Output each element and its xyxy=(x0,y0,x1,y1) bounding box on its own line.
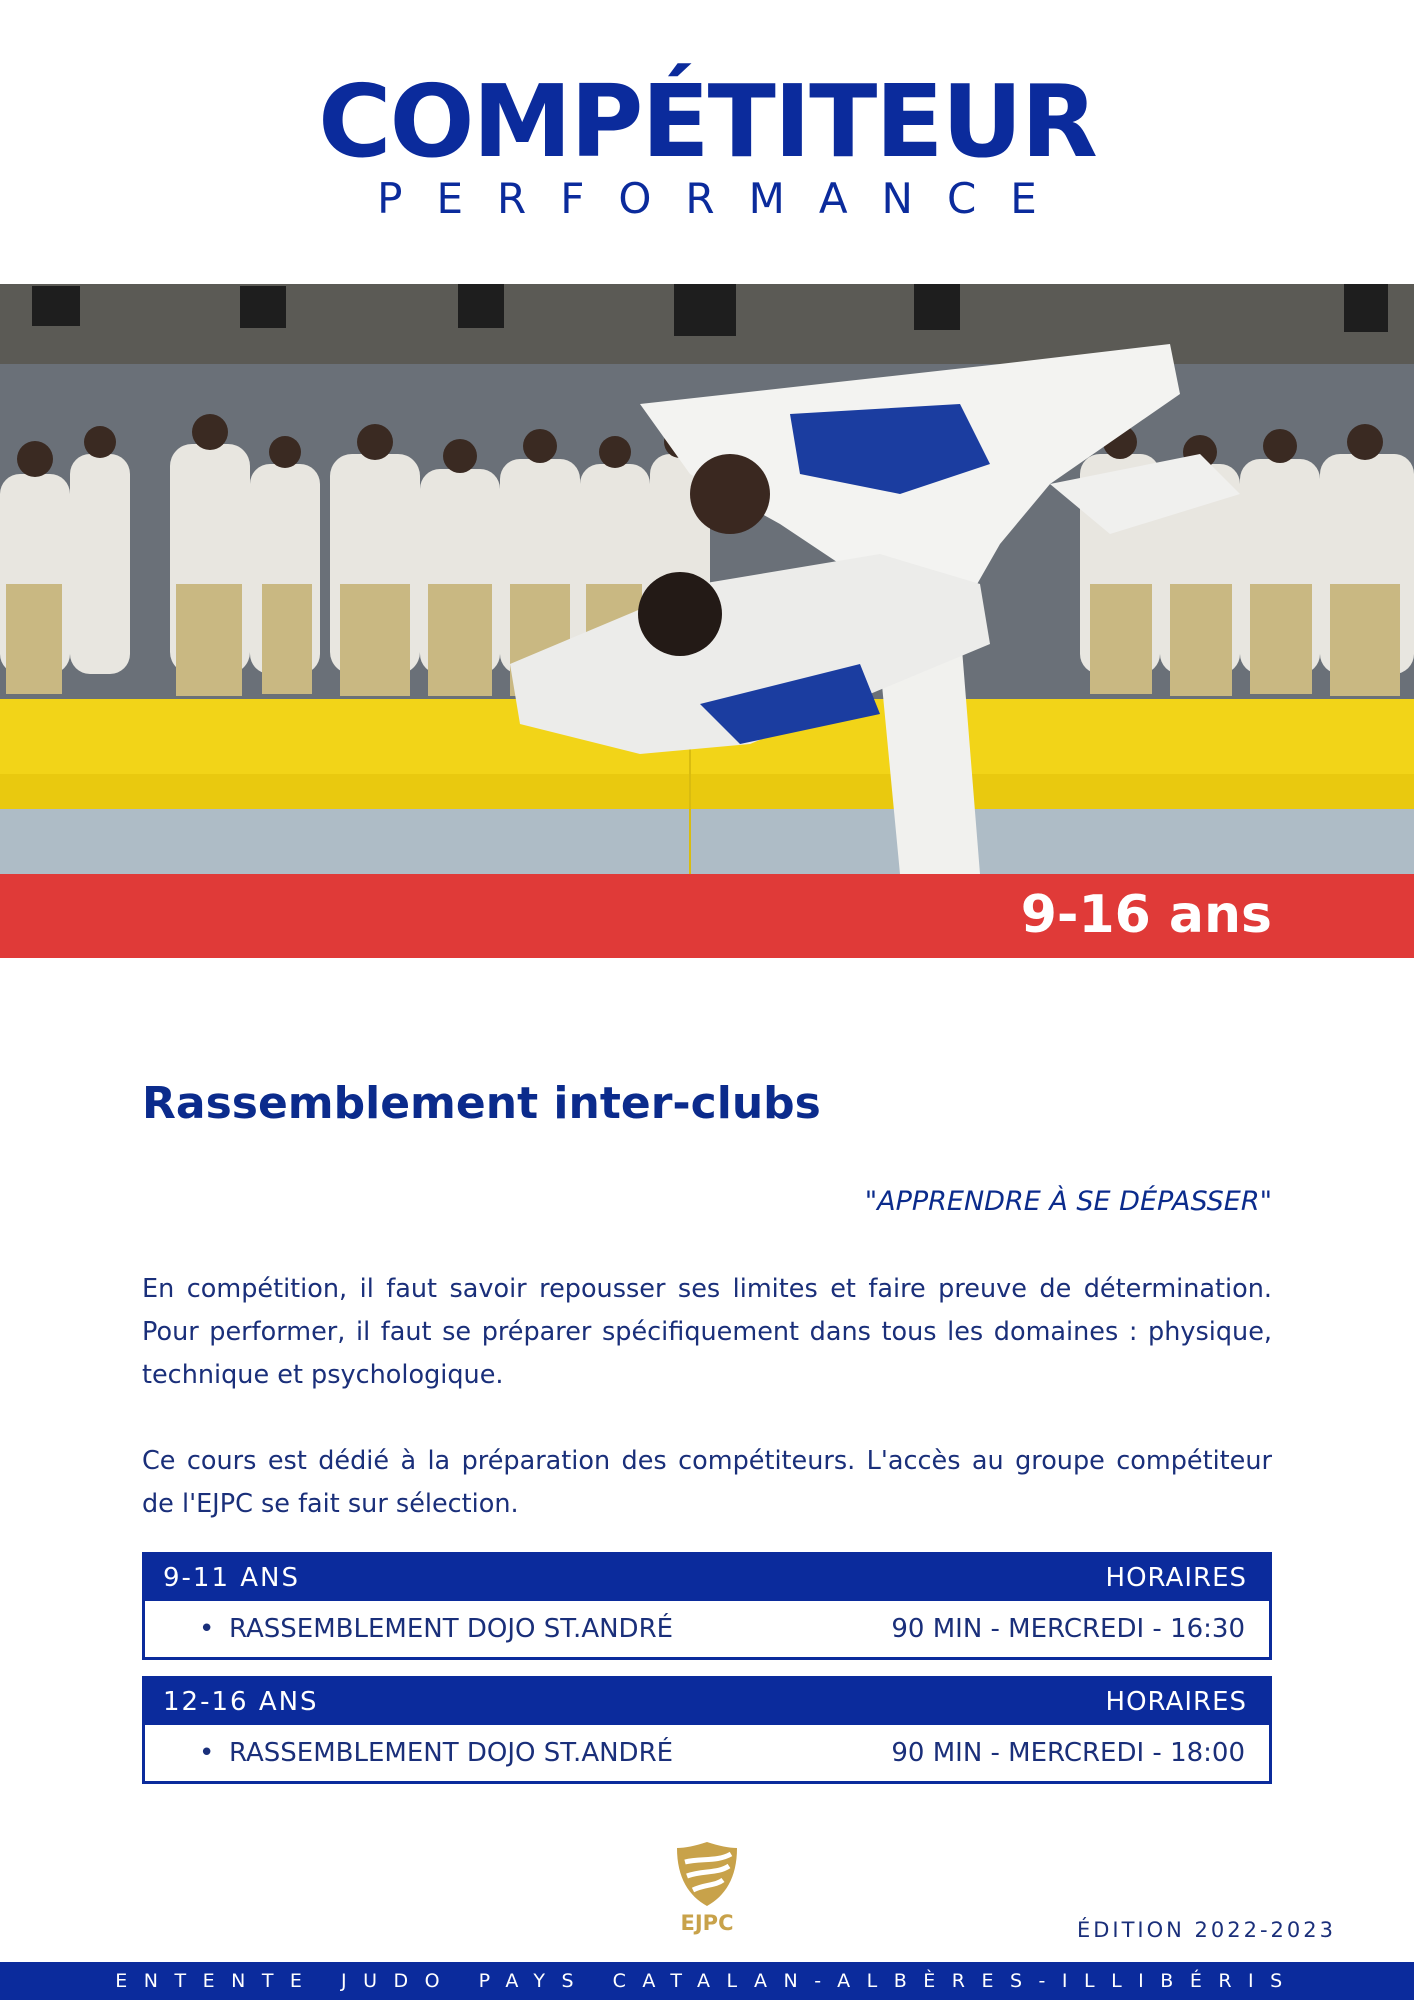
schedule-activity: RASSEMBLEMENT DOJO ST.ANDRÉ xyxy=(229,1614,674,1644)
schedule-header xyxy=(145,1555,1269,1601)
motto-quote: "APPRENDRE À SE DÉPASSER" xyxy=(864,1186,1272,1217)
schedule-age-group: 12-16 ANS xyxy=(163,1687,319,1717)
page-subtitle: PERFORMANCE xyxy=(377,174,1071,223)
schedule-row xyxy=(145,1601,1269,1657)
selection-paragraph: Ce cours est dédié à la préparation des compétiteurs. L'accès au groupe compétiteur de l'EJPC se fait sur sélection. xyxy=(142,1446,1272,1519)
section-heading: Rassemblement inter-clubs xyxy=(142,1078,821,1129)
logo-text: EJPC xyxy=(680,1911,734,1935)
schedule-table-12-16 xyxy=(142,1676,1272,1784)
judo-throw-illustration xyxy=(0,284,1414,874)
shield-logo-icon xyxy=(675,1840,739,1908)
schedule-activity: RASSEMBLEMENT DOJO ST.ANDRÉ xyxy=(229,1738,674,1768)
description-paragraph: En compétition, il faut savoir repousser ses limites et faire preuve de détermination. Pour performer, il faut se préparer spécifiquement dans tous les domaines : physique, technique et psychologique. xyxy=(142,1274,1272,1390)
club-logo xyxy=(672,1840,742,1935)
schedule-table-9-11 xyxy=(142,1552,1272,1660)
schedule-row xyxy=(145,1725,1269,1781)
bullet-icon: • xyxy=(199,1614,215,1644)
page-title: COMPÉTITEUR xyxy=(318,63,1096,180)
footer-banner: ENTENTE JUDO PAYS CATALAN-ALBÈRES-ILLIBÉRIS xyxy=(0,1962,1414,2000)
edition-label: ÉDITION 2022-2023 xyxy=(1076,1918,1336,1942)
schedule-time: 90 MIN - MERCREDI - 18:00 xyxy=(891,1738,1245,1768)
schedule-header-label: HORAIRES xyxy=(1105,1563,1247,1593)
age-range-band xyxy=(0,874,1414,958)
schedule-header xyxy=(145,1679,1269,1725)
schedule-time: 90 MIN - MERCREDI - 16:30 xyxy=(891,1614,1245,1644)
bullet-icon: • xyxy=(199,1738,215,1768)
hero-photo xyxy=(0,284,1414,874)
schedule-age-group: 9-11 ANS xyxy=(163,1563,301,1593)
age-range-label: 9-16 ans xyxy=(1020,885,1272,945)
schedule-header-label: HORAIRES xyxy=(1105,1687,1247,1717)
